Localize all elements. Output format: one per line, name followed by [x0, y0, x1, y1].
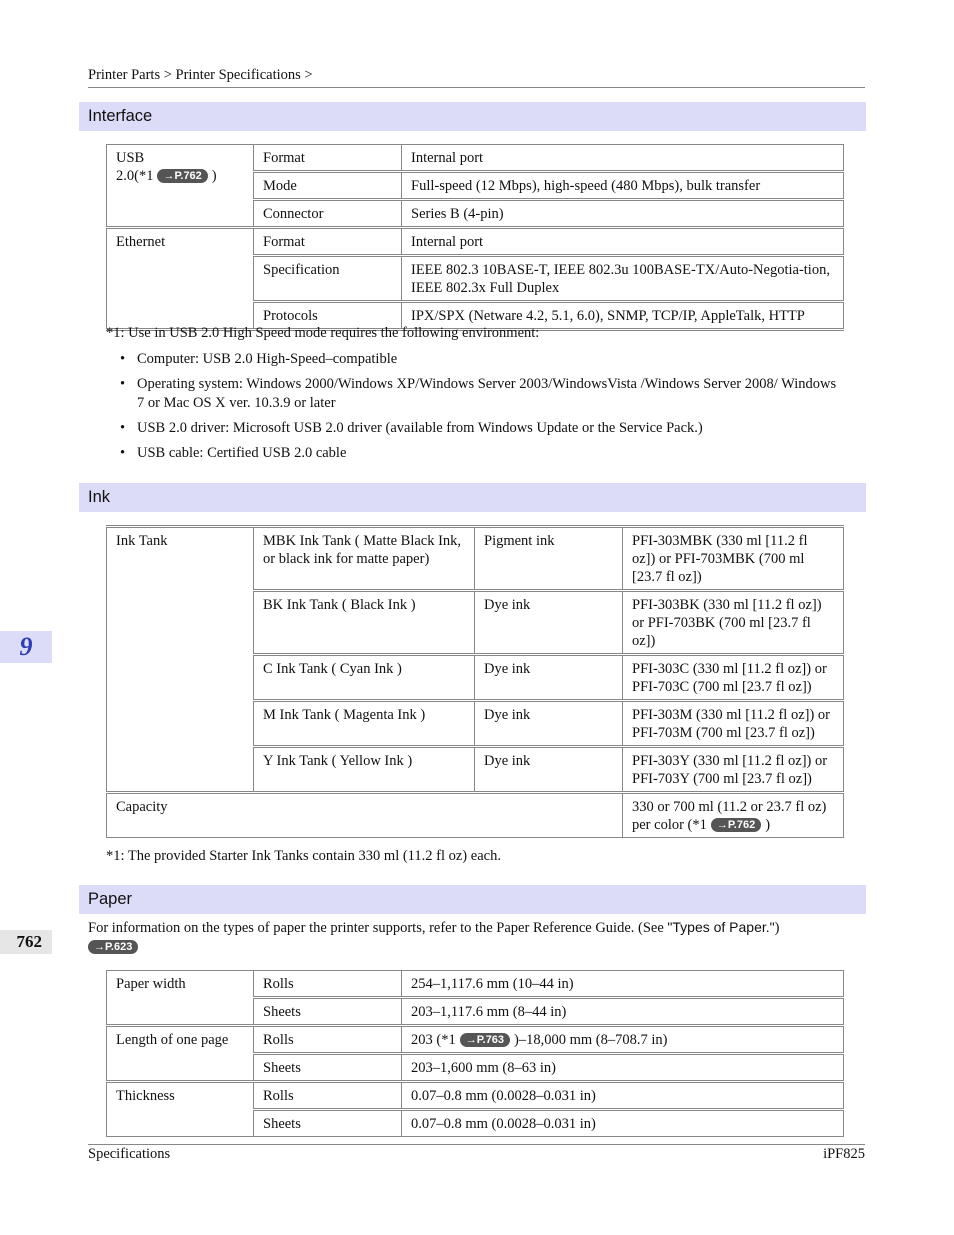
- table-cell: Connector: [254, 200, 402, 228]
- requirements-list: [120, 350, 845, 469]
- table-cell: MBK Ink Tank ( Matte Black Ink, or black ink for matte paper): [254, 527, 475, 591]
- table-cell: M Ink Tank ( Magenta Ink ): [254, 701, 475, 747]
- table-cell: Series B (4-pin): [402, 200, 844, 228]
- page-ref-link[interactable]: →P.623: [88, 940, 138, 954]
- table-cell: PFI-303BK (330 ml [11.2 fl oz]) or PFI-703BK (700 ml [23.7 fl oz]): [623, 591, 844, 655]
- table-cell: PFI-303M (330 ml [11.2 fl oz]) or PFI-703M (700 ml [23.7 fl oz]): [623, 701, 844, 747]
- paper-width-group-cell: Paper width: [107, 971, 254, 1026]
- page-length-group-cell: Length of one page: [107, 1026, 254, 1082]
- table-row: [107, 971, 844, 998]
- section-header-interface: Interface: [79, 102, 866, 131]
- table-cell: PFI-303MBK (330 ml [11.2 fl oz]) or PFI-703MBK (700 ml [23.7 fl oz]): [623, 527, 844, 591]
- table-cell: 203–1,117.6 mm (8–44 in): [402, 998, 844, 1026]
- list-item: • Operating system: Windows 2000/Windows XP/Windows Server 2003/WindowsVista /Windows Server 2008/ Windows 7 or Mac OS X ver. 10.3.9 or later: [120, 376, 837, 411]
- paper-table: [106, 970, 844, 1137]
- table-cell: Mode: [254, 172, 402, 200]
- usb-group-cell: USB 2.0(*1 →P.762 ): [107, 145, 254, 228]
- page-ref-link[interactable]: →P.763: [460, 1033, 510, 1047]
- bullet-icon: •: [120, 376, 126, 392]
- list-item: • USB 2.0 driver: Microsoft USB 2.0 driver (available from Windows Update or the Service Pack.): [120, 420, 703, 436]
- breadcrumb-separator: >: [304, 67, 313, 83]
- table-cell: Sheets: [254, 1110, 402, 1137]
- chapter-tab[interactable]: 9: [0, 631, 52, 663]
- list-item: • Computer: USB 2.0 High-Speed–compatible: [120, 351, 398, 367]
- paper-intro: For information on the types of paper the printer supports, refer to the Paper Reference Guide. (See "Types of Paper.") →P.623: [88, 919, 780, 953]
- table-cell: Dye ink: [475, 655, 623, 701]
- table-row: [107, 1026, 844, 1054]
- capacity-label-cell: Capacity: [107, 793, 623, 838]
- page-number: 762: [0, 930, 52, 954]
- thickness-group-cell: Thickness: [107, 1082, 254, 1137]
- footer-divider: [88, 1144, 865, 1145]
- table-row: [107, 1082, 844, 1110]
- table-cell: Protocols: [254, 302, 402, 330]
- table-cell: 203–1,600 mm (8–63 in): [402, 1054, 844, 1082]
- footer-section-title: Specifications: [88, 1146, 171, 1162]
- header-divider: [88, 87, 865, 88]
- table-cell: C Ink Tank ( Cyan Ink ): [254, 655, 475, 701]
- table-cell: Y Ink Tank ( Yellow Ink ): [254, 747, 475, 793]
- interface-table: [106, 144, 844, 331]
- bullet-icon: •: [120, 420, 126, 436]
- table-cell: BK Ink Tank ( Black Ink ): [254, 591, 475, 655]
- breadcrumb-separator: >: [163, 67, 172, 83]
- table-row: [107, 793, 844, 838]
- table-cell: Sheets: [254, 998, 402, 1026]
- bullet-icon: •: [120, 445, 126, 461]
- table-row: [107, 228, 844, 256]
- ink-table: [106, 525, 844, 838]
- table-cell: Rolls: [254, 1082, 402, 1110]
- footer-model-name: iPF825: [823, 1146, 865, 1162]
- table-cell: Full-speed (12 Mbps), high-speed (480 Mbps), bulk transfer: [402, 172, 844, 200]
- table-cell: Sheets: [254, 1054, 402, 1082]
- capacity-value-cell: 330 or 700 ml (11.2 or 23.7 fl oz) per color (*1 →P.762 ): [623, 793, 844, 838]
- table-cell: 0.07–0.8 mm (0.0028–0.031 in): [402, 1110, 844, 1137]
- table-cell: PFI-303C (330 ml [11.2 fl oz]) or PFI-703C (700 ml [23.7 fl oz]): [623, 655, 844, 701]
- table-cell: Dye ink: [475, 747, 623, 793]
- table-cell: Pigment ink: [475, 527, 623, 591]
- table-cell: IPX/SPX (Netware 4.2, 5.1, 6.0), SNMP, TCP/IP, AppleTalk, HTTP: [402, 302, 844, 330]
- table-cell: Internal port: [402, 145, 844, 172]
- table-cell: Rolls: [254, 971, 402, 998]
- breadcrumb-link-printer-specifications[interactable]: Printer Specifications: [175, 67, 301, 83]
- table-cell: Specification: [254, 256, 402, 302]
- breadcrumb: [88, 67, 865, 84]
- list-item: • USB cable: Certified USB 2.0 cable: [120, 445, 347, 461]
- ethernet-group-cell: Ethernet: [107, 228, 254, 330]
- page-ref-link[interactable]: →P.762: [711, 818, 761, 832]
- table-row: [107, 145, 844, 172]
- bullet-icon: •: [120, 351, 126, 367]
- footnote: *1: Use in USB 2.0 High Speed mode requires the following environment:: [106, 325, 540, 341]
- table-cell: Dye ink: [475, 591, 623, 655]
- table-cell: Rolls: [254, 1026, 402, 1054]
- footnote: *1: The provided Starter Ink Tanks contain 330 ml (11.2 fl oz) each.: [106, 848, 501, 864]
- table-cell: 203 (*1 →P.763 )–18,000 mm (8–708.7 in): [402, 1026, 844, 1054]
- section-header-ink: Ink: [79, 483, 866, 512]
- breadcrumb-link-printer-parts[interactable]: Printer Parts: [88, 67, 161, 83]
- table-cell: Format: [254, 145, 402, 172]
- section-header-paper: Paper: [79, 885, 866, 914]
- table-cell: Format: [254, 228, 402, 256]
- types-of-paper-link[interactable]: "Types of Paper.": [667, 919, 775, 935]
- table-cell: Dye ink: [475, 701, 623, 747]
- table-cell: 254–1,117.6 mm (10–44 in): [402, 971, 844, 998]
- table-cell: Internal port: [402, 228, 844, 256]
- table-cell: PFI-303Y (330 ml [11.2 fl oz]) or PFI-703Y (700 ml [23.7 fl oz]): [623, 747, 844, 793]
- ink-tank-group-cell: Ink Tank: [107, 527, 254, 793]
- page-ref-link[interactable]: →P.762: [157, 169, 207, 183]
- table-cell: IEEE 802.3 10BASE-T, IEEE 802.3u 100BASE-TX/Auto-Negotia-tion, IEEE 802.3x Full Duplex: [402, 256, 844, 302]
- table-cell: 0.07–0.8 mm (0.0028–0.031 in): [402, 1082, 844, 1110]
- table-row: [107, 527, 844, 591]
